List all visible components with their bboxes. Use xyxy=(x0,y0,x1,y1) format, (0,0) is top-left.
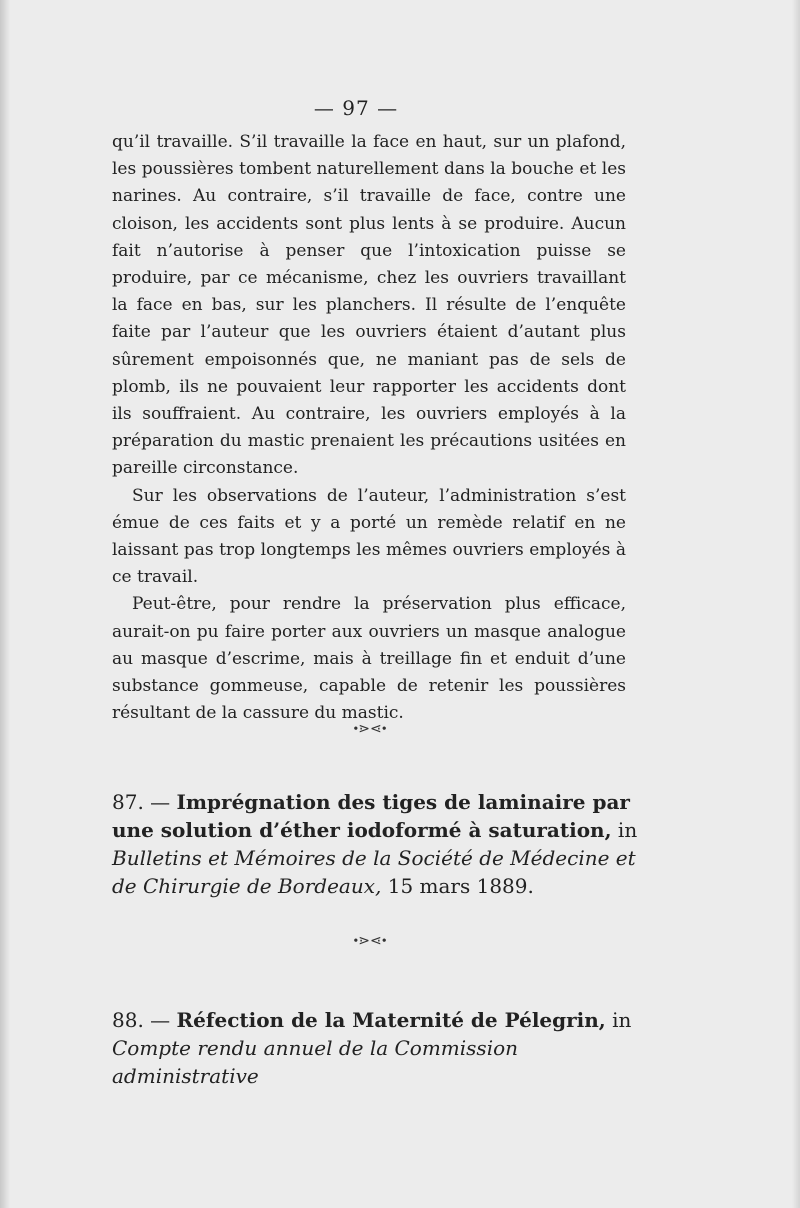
paragraph-3: Peut-être, pour rendre la préservation plus efficace, aurait-on pu faire porter aux ouvriers un masque analogue au masque d’escrime, mais à treillage fin et enduit d’une substance gommeuse, capable de retenir les poussières résultant de la cassure du mastic. xyxy=(112,594,626,724)
entry-number: 88. — xyxy=(112,1008,177,1032)
bibliography-entry-88 xyxy=(112,1006,640,1090)
entry-source: Compte rendu annuel de la Commission administrative xyxy=(112,1036,519,1088)
section-ornament-1: •⋗⋖• xyxy=(353,722,387,737)
entry-in: in xyxy=(605,1008,632,1032)
paragraph-1: qu’il travaille. S’il travaille la face en haut, sur un plafond, les poussières tombent naturellement dans la bouche et les narines. Au contraire, s’il travaille de face, contre une cloison, les accidents sont plus lents à se produire. Aucun fait n’autorise à penser que l’intoxication puisse se produire, par ce mécanisme, chez les ouvriers travaillant la face en bas, sur les planchers. Il résulte de l’enquête faite par l’auteur que les ouvriers étaient d’autant plus sûrement empoisonnés que, ne maniant pas de sels de plomb, ils ne pouvaient leur rapporter les accidents dont ils souffraient. Au contraire, les ouvriers employés à la préparation du mastic prenaient les précautions usitées en pareille circonstance. xyxy=(112,132,626,479)
entry-source: Bulletins et Mémoires de la Société de Médecine et de Chirurgie de Bordeaux, xyxy=(112,846,636,898)
entry-in: in xyxy=(611,818,638,842)
page-edge-right xyxy=(792,0,800,1208)
entry-date: 15 mars 1889. xyxy=(381,874,534,898)
paragraph-2: Sur les observations de l’auteur, l’administration s’est émue de ces faits et y a porté un remède relatif en ne laissant pas trop longtemps les mêmes ouvriers employés à ce travail. xyxy=(112,485,626,588)
page-edge-left xyxy=(0,0,10,1208)
bibliography-entry-87 xyxy=(112,788,640,900)
entry-title: Réfection de la Maternité de Pélegrin, xyxy=(176,1008,606,1032)
entry-title: Imprégnation des tiges de laminaire par une solution d’éther iodoformé à saturation, xyxy=(112,790,630,842)
section-ornament-2: •⋗⋖• xyxy=(353,934,387,949)
body-text xyxy=(112,129,626,727)
entry-number: 87. — xyxy=(112,790,177,814)
page-number: — 97 — xyxy=(313,96,399,120)
